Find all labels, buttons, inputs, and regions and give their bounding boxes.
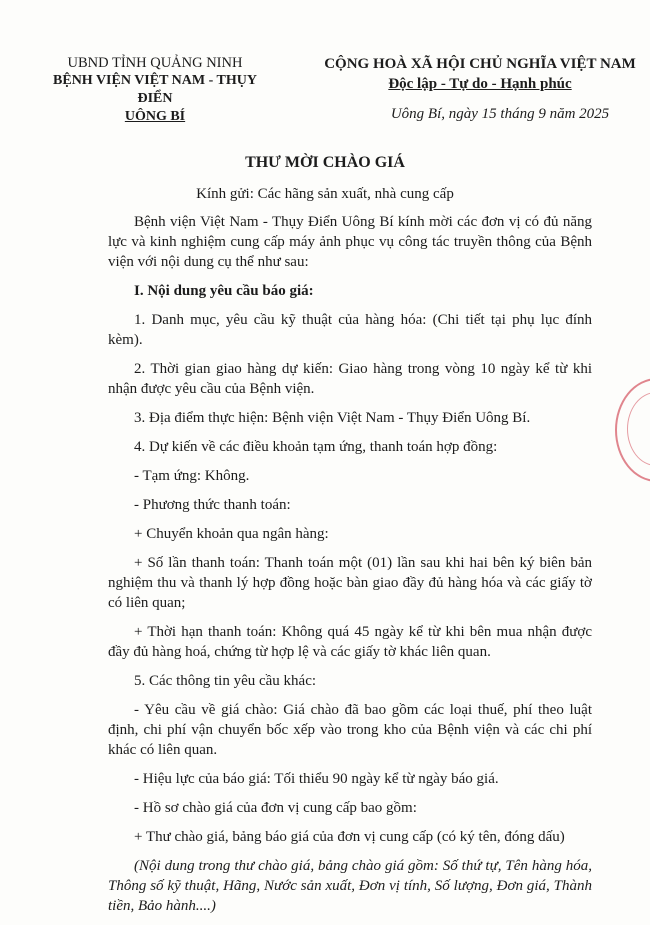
item-5: 5. Các thông tin yêu cầu khác: — [134, 673, 317, 689]
item-2: 2. Thời gian giao hàng dự kiến: Giao hàng trong vòng 10 ngày kể từ khi nhận được yêu cầu của Bệnh viện. — [108, 361, 592, 397]
offer-content-note: (Nội dung trong thư chào giá, bảng chào giá gồm: Số thứ tự, Tên hàng hóa, Thông số kỹ thuật, Hãng, Nước sản xuất, Đơn vị tính, Số lượng, Đơn giá, Thành tiền, Bảo hành....) — [108, 858, 592, 914]
payment-method-line: - Phương thức thanh toán: — [134, 497, 291, 513]
offer-letter-line: + Thư chào giá, bảng báo giá của đơn vị cung cấp (có ký tên, đóng dấu) — [134, 829, 565, 845]
national-motto: Độc lập - Tự do - Hạnh phúc — [388, 76, 572, 92]
salutation: Kính gửi: Các hãng sản xuất, nhà cung cấp — [196, 186, 454, 202]
transfer-line: + Chuyển khoản qua ngân hàng: — [134, 526, 329, 542]
dossier-line: - Hồ sơ chào giá của đơn vị cung cấp bao gồm: — [134, 800, 417, 816]
national-name: CỘNG HOÀ XÃ HỘI CHỦ NGHĨA VIỆT NAM — [324, 56, 636, 72]
payment-times-paragraph: + Số lần thanh toán: Thanh toán một (01) lần sau khi hai bên ký biên bản nghiệm thu và thanh lý hợp đồng hoặc bàn giao đầy đủ hàng hóa và các giấy tờ có liên quan; — [108, 555, 592, 611]
document-title: THƯ MỜI CHÀO GIÁ — [245, 154, 405, 171]
national-header — [318, 54, 642, 94]
advance-line: - Tạm ứng: Không. — [134, 468, 250, 484]
validity-line: - Hiệu lực của báo giá: Tối thiểu 90 ngày kể từ ngày báo giá. — [134, 771, 499, 787]
intro-paragraph: Bệnh viện Việt Nam - Thụy Điển Uông Bí kính mời các đơn vị có đủ năng lực và kinh nghiệm cung cấp máy ảnh phục vụ công tác truyền thông của Bệnh viện với nội dung cụ thể như sau: — [108, 214, 592, 270]
item-3: 3. Địa điểm thực hiện: Bệnh viện Việt Nam - Thụy Điển Uông Bí. — [134, 410, 531, 426]
issuer-hospital: BỆNH VIỆN VIỆT NAM - THỤY ĐIỂN — [53, 73, 257, 106]
issuer-header — [40, 54, 270, 126]
issuer-authority: UBND TỈNH QUẢNG NINH — [67, 55, 243, 71]
document-body — [108, 212, 592, 925]
issuer-city: UÔNG BÍ — [124, 109, 186, 124]
item-1: 1. Danh mục, yêu cầu kỹ thuật của hàng hóa: (Chi tiết tại phụ lục đính kèm). — [108, 312, 592, 348]
document-date: Uông Bí, ngày 15 tháng 9 năm 2025 — [390, 106, 610, 122]
section-heading: I. Nội dung yêu cầu báo giá: — [134, 283, 314, 299]
price-requirement-paragraph: - Yêu cầu về giá chào: Giá chào đã bao gồm các loại thuế, phí theo luật định, chi phí vận chuyển bốc xếp vào trong kho của Bệnh viện và các chi phí khác có liên quan. — [108, 702, 592, 758]
payment-deadline-paragraph: + Thời hạn thanh toán: Không quá 45 ngày kể từ khi bên mua nhận được đầy đủ hàng hoá, chứng từ hợp lệ và các giấy tờ khác liên quan. — [108, 624, 592, 660]
item-4: 4. Dự kiến về các điều khoản tạm ứng, thanh toán hợp đồng: — [134, 439, 498, 455]
